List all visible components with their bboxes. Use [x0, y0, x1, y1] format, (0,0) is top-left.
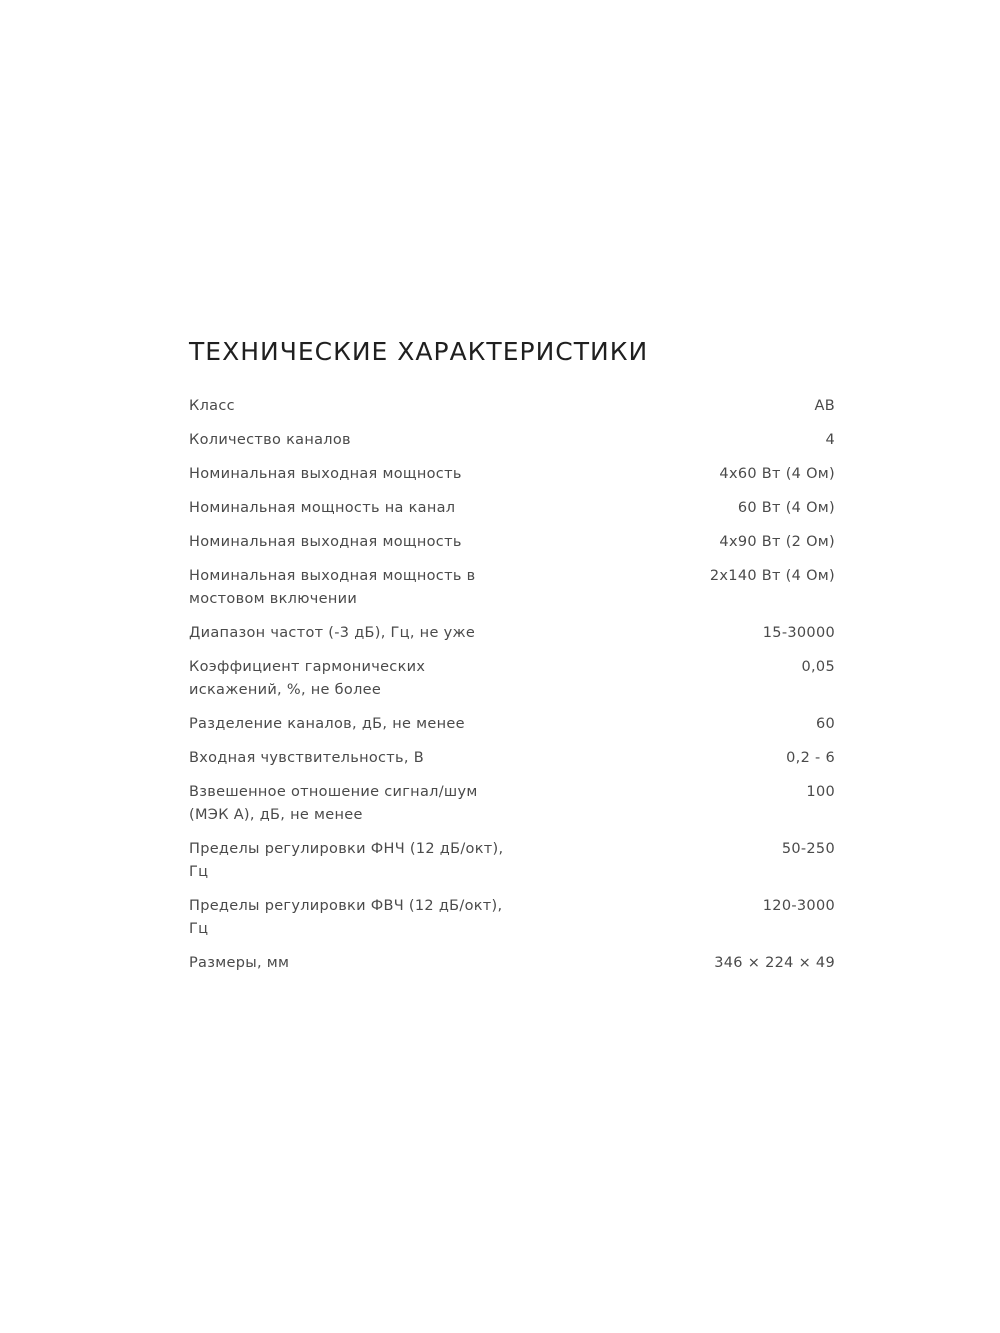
spec-row [189, 656, 835, 702]
spec-label: Входная чувствительность, В [189, 750, 424, 766]
spec-label: Номинальная выходная мощность в мостовом включении [189, 568, 476, 607]
spec-row [189, 747, 835, 770]
spec-value: AB [814, 398, 835, 414]
spec-row [189, 895, 835, 941]
spec-label: Взвешенное отношение сигнал/шум (МЭК А), дБ, не менее [189, 784, 478, 823]
spec-row [189, 463, 835, 486]
spec-value: 4x60 Вт (4 Ом) [719, 466, 835, 482]
spec-table [189, 395, 835, 975]
spec-row [189, 497, 835, 520]
spec-value: 100 [806, 784, 835, 800]
spec-label: Разделение каналов, дБ, не менее [189, 716, 465, 732]
spec-value: 346 × 224 × 49 [714, 955, 835, 971]
spec-value: 50-250 [781, 841, 835, 857]
spec-row [189, 531, 835, 554]
spec-value: 15-30000 [762, 625, 835, 641]
spec-row [189, 429, 835, 452]
spec-row [189, 952, 835, 975]
spec-row [189, 838, 835, 884]
spec-label: Пределы регулировки ФВЧ (12 дБ/окт), Гц [189, 898, 503, 937]
spec-value: 4 [825, 432, 835, 448]
spec-value: 4x90 Вт (2 Ом) [719, 534, 835, 550]
spec-value: 0,2 - 6 [786, 750, 835, 766]
spec-label: Номинальная выходная мощность [189, 466, 462, 482]
spec-label: Номинальная мощность на канал [189, 500, 456, 516]
spec-value: 60 [815, 716, 835, 732]
spec-label: Номинальная выходная мощность [189, 534, 462, 550]
spec-sheet [189, 334, 835, 986]
spec-row [189, 565, 835, 611]
spec-label: Количество каналов [189, 432, 351, 448]
spec-label: Пределы регулировки ФНЧ (12 дБ/окт), Гц [189, 841, 504, 880]
spec-row [189, 781, 835, 827]
spec-row [189, 713, 835, 736]
spec-label: Класс [189, 398, 235, 414]
spec-value: 120-3000 [762, 898, 835, 914]
spec-label: Коэффициент гармонических искажений, %, не более [189, 659, 426, 698]
spec-label: Размеры, мм [189, 955, 290, 971]
spec-row [189, 395, 835, 418]
page-title: ТЕХНИЧЕСКИЕ ХАРАКТЕРИСТИКИ [189, 337, 649, 366]
spec-value: 2x140 Вт (4 Ом) [709, 568, 835, 584]
spec-value: 60 Вт (4 Ом) [737, 500, 835, 516]
spec-value: 0,05 [801, 659, 835, 675]
spec-label: Диапазон частот (-3 дБ), Гц, не уже [189, 625, 476, 641]
spec-row [189, 622, 835, 645]
